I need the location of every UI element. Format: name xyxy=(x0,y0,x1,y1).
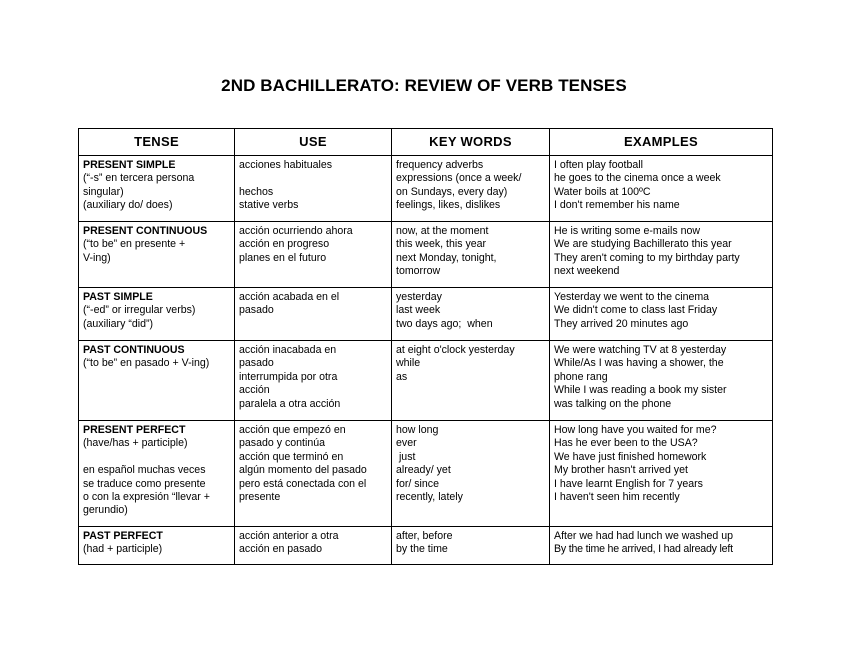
use-line: stative verbs xyxy=(239,199,299,212)
use-line: acción que empezó en xyxy=(239,424,346,436)
key-word: feelings, likes, dislikes xyxy=(396,199,501,212)
use-line: acción inacabada en xyxy=(239,344,337,356)
key-word: as xyxy=(396,370,408,383)
header-examples: EXAMPLES xyxy=(550,129,773,156)
use-line: pasado y continúa xyxy=(239,437,325,450)
example: By the time he arrived, I had already left xyxy=(554,543,733,556)
tense-name: PRESENT SIMPLE xyxy=(83,159,176,171)
examples-cell xyxy=(550,527,773,565)
key-word: how long xyxy=(396,424,439,436)
tense-note: gerundio) xyxy=(83,504,128,517)
verb-tenses-table xyxy=(78,128,773,565)
table-row xyxy=(79,222,773,288)
key-words-cell xyxy=(392,341,550,421)
use-line: pasado xyxy=(239,304,274,317)
example: We have just finished homework xyxy=(554,450,707,463)
use-cell xyxy=(235,288,392,341)
tense-note: en español muchas veces xyxy=(83,464,206,477)
tense-note: (“-ed” or irregular verbs) xyxy=(83,304,196,317)
tense-name: PAST CONTINUOUS xyxy=(83,344,185,356)
key-word: while xyxy=(396,357,421,370)
key-word: for/ since xyxy=(396,477,439,490)
tense-note: (“-s” en tercera persona xyxy=(83,172,195,185)
key-word: tomorrow xyxy=(396,265,441,278)
key-word: this week, this year xyxy=(396,238,487,251)
example: While/As I was having a shower, the xyxy=(554,357,724,370)
tense-note: (“to be” en pasado + V-ing) xyxy=(83,357,210,370)
example: I don't remember his name xyxy=(554,199,680,212)
use-line: acción que terminó en xyxy=(239,450,344,463)
example: My brother hasn't arrived yet xyxy=(554,464,688,477)
table-row xyxy=(79,341,773,421)
use-line: paralela a otra acción xyxy=(239,397,341,410)
example: We were watching TV at 8 yesterday xyxy=(554,344,727,356)
example: I often play football xyxy=(554,159,643,171)
key-word: frequency adverbs xyxy=(396,159,484,171)
key-word: yesterday xyxy=(396,291,442,303)
use-line-blank xyxy=(239,172,388,185)
use-line: algún momento del pasado xyxy=(239,464,367,477)
tense-note-blank xyxy=(83,451,231,464)
examples-cell xyxy=(550,156,773,222)
example: Yesterday we went to the cinema xyxy=(554,291,710,303)
key-word: expressions (once a week/ xyxy=(396,172,522,185)
use-line: acciones habituales xyxy=(239,159,333,171)
examples-cell xyxy=(550,288,773,341)
tense-note: se traduce como presente xyxy=(83,477,206,490)
table-row xyxy=(79,421,773,527)
tense-cell xyxy=(79,341,235,421)
examples-cell xyxy=(550,421,773,527)
tense-cell xyxy=(79,156,235,222)
example: They aren't coming to my birthday party xyxy=(554,251,740,264)
example: We didn't come to class last Friday xyxy=(554,304,718,317)
example: was talking on the phone xyxy=(554,397,672,410)
example: Water boils at 100ºC xyxy=(554,185,651,198)
key-word: ever xyxy=(396,437,417,450)
use-line: hechos xyxy=(239,185,274,198)
key-word: after, before xyxy=(396,530,453,542)
example: We are studying Bachillerato this year xyxy=(554,238,732,251)
use-line: acción anterior a otra xyxy=(239,530,339,542)
use-cell xyxy=(235,421,392,527)
example: I have learnt English for 7 years xyxy=(554,477,703,490)
key-word: two days ago; when xyxy=(396,317,493,330)
key-words-cell xyxy=(392,288,550,341)
key-word: next Monday, tonight, xyxy=(396,251,497,264)
example: While I was reading a book my sister xyxy=(554,384,727,397)
page-title: 2ND BACHILLERATO: REVIEW OF VERB TENSES xyxy=(221,76,627,95)
table-header-row xyxy=(79,129,773,156)
use-line: presente xyxy=(239,491,281,504)
example: They arrived 20 minutes ago xyxy=(554,317,689,330)
use-cell xyxy=(235,527,392,565)
use-line: acción en pasado xyxy=(239,543,323,556)
tense-name: PRESENT PERFECT xyxy=(83,424,186,436)
examples-cell xyxy=(550,222,773,288)
tense-note: (had + participle) xyxy=(83,543,163,556)
use-line: pero está conectada con el xyxy=(239,477,367,490)
tense-cell xyxy=(79,421,235,527)
example: How long have you waited for me? xyxy=(554,424,717,436)
key-word: last week xyxy=(396,304,441,317)
tense-name: PRESENT CONTINUOUS xyxy=(83,225,208,237)
header-tense: TENSE xyxy=(79,129,235,156)
use-line: acción xyxy=(239,384,270,397)
tense-cell xyxy=(79,288,235,341)
tense-name: PAST SIMPLE xyxy=(83,291,153,303)
example: I haven't seen him recently xyxy=(554,491,680,504)
use-line: pasado xyxy=(239,357,274,370)
tense-note: (“to be” en presente + xyxy=(83,238,186,251)
header-use: USE xyxy=(235,129,392,156)
key-word: by the time xyxy=(396,543,448,556)
key-word: just xyxy=(396,450,416,463)
key-word: now, at the moment xyxy=(396,225,489,237)
key-word: already/ yet xyxy=(396,464,451,477)
examples-cell xyxy=(550,341,773,421)
tense-note: singular) xyxy=(83,185,124,198)
example: phone rang xyxy=(554,370,608,383)
example: Has he ever been to the USA? xyxy=(554,437,698,450)
key-word: recently, lately xyxy=(396,491,463,504)
tense-cell xyxy=(79,527,235,565)
header-key-words: KEY WORDS xyxy=(392,129,550,156)
key-words-cell xyxy=(392,156,550,222)
example: After we had had lunch we washed up xyxy=(554,530,734,542)
example: he goes to the cinema once a week xyxy=(554,172,721,185)
use-cell xyxy=(235,341,392,421)
key-word: on Sundays, every day) xyxy=(396,185,508,198)
table-row xyxy=(79,288,773,341)
use-line: interrumpida por otra xyxy=(239,370,338,383)
tense-cell xyxy=(79,222,235,288)
use-line: acción en progreso xyxy=(239,238,330,251)
tense-note: (have/has + participle) xyxy=(83,437,188,450)
table-row xyxy=(79,527,773,565)
example: next weekend xyxy=(554,265,620,278)
key-words-cell xyxy=(392,527,550,565)
tense-note: (auxiliary do/ does) xyxy=(83,199,173,212)
use-line: planes en el futuro xyxy=(239,251,327,264)
tense-note: (auxiliary “did”) xyxy=(83,317,154,330)
use-line: acción acabada en el xyxy=(239,291,340,303)
key-words-cell xyxy=(392,421,550,527)
example: He is writing some e-mails now xyxy=(554,225,701,237)
tense-note: o con la expresión “llevar + xyxy=(83,491,210,504)
use-cell xyxy=(235,222,392,288)
tense-note: V-ing) xyxy=(83,251,111,264)
key-word: at eight o'clock yesterday xyxy=(396,344,515,356)
key-words-cell xyxy=(392,222,550,288)
table-row xyxy=(79,156,773,222)
use-line: acción ocurriendo ahora xyxy=(239,225,353,237)
tense-name: PAST PERFECT xyxy=(83,530,163,542)
use-cell xyxy=(235,156,392,222)
